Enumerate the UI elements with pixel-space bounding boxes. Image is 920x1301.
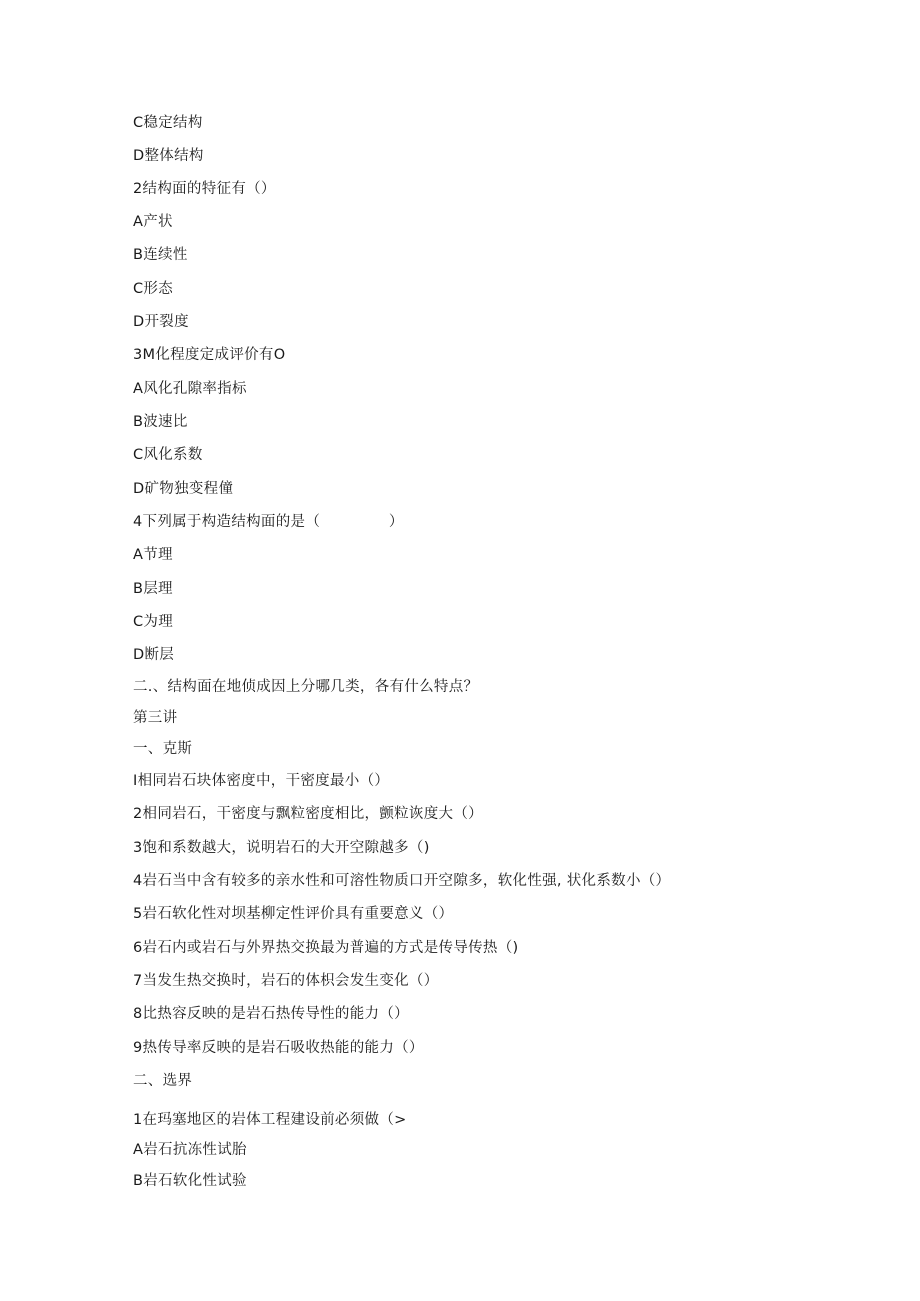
question-line: 8比热容反映的是岩石热传导性的能力（）	[133, 1006, 409, 1022]
question-line: 4下列属于构造结构面的是（ ）	[133, 514, 404, 530]
question-line: 5岩石软化性对坝基柳定性评价具有重要意义（）	[133, 906, 454, 922]
question-line: 4岩石当中含有较多的亲水性和可溶性物质口开空隙多，软化性强, 状化系数小（）	[133, 873, 671, 889]
option-line: C风化系数	[133, 447, 203, 463]
option-line: D整体结构	[133, 148, 204, 164]
section-heading: 二、选界	[133, 1073, 193, 1089]
option-line: C稳定结构	[133, 115, 203, 131]
option-line: B连续性	[133, 247, 188, 263]
question-line: 6岩石内或岩石与外界热交换最为普遍的方式是传导传热（)	[133, 940, 519, 956]
option-line: A风化孔隙率指标	[133, 381, 247, 397]
question-line: 2结构面的特征有（）	[133, 181, 276, 197]
option-line: B层理	[133, 581, 173, 597]
option-line: D断层	[133, 647, 175, 663]
option-line: B岩石软化性试验	[133, 1173, 247, 1189]
question-line: 3饱和系数越大，说明岩石的大开空隙越多（)	[133, 840, 430, 856]
question-line: 二.、结构面在地侦成因上分哪几类，各有什么特点？	[133, 679, 479, 695]
option-line: C为理	[133, 614, 174, 630]
option-line: A节理	[133, 547, 173, 563]
question-line: 1在玛塞地区的岩体工程建设前必须做（>	[133, 1112, 407, 1128]
question-line: 2相同岩石，干密度与飘粒密度相比，颤粒诙度大（）	[133, 806, 483, 822]
option-line: D开裂度	[133, 314, 189, 330]
option-line: C形态	[133, 281, 174, 297]
option-line: D矿物独变程僮	[133, 481, 234, 497]
question-line: 9热传导率反映的是岩石吸收热能的能力（）	[133, 1040, 424, 1056]
option-line: B波速比	[133, 414, 188, 430]
option-line: A岩石抗冻性试胎	[133, 1142, 247, 1158]
section-heading: 第三讲	[133, 710, 178, 726]
question-line: 3M化程度定成评价有O	[133, 347, 286, 363]
question-line: I相同岩石块体密度中，干密度最小（）	[133, 773, 390, 789]
section-heading: 一、克斯	[133, 741, 193, 757]
option-line: A产状	[133, 214, 173, 230]
question-line: 7当发生热交换时，岩石的体枳会发生变化（）	[133, 973, 439, 989]
